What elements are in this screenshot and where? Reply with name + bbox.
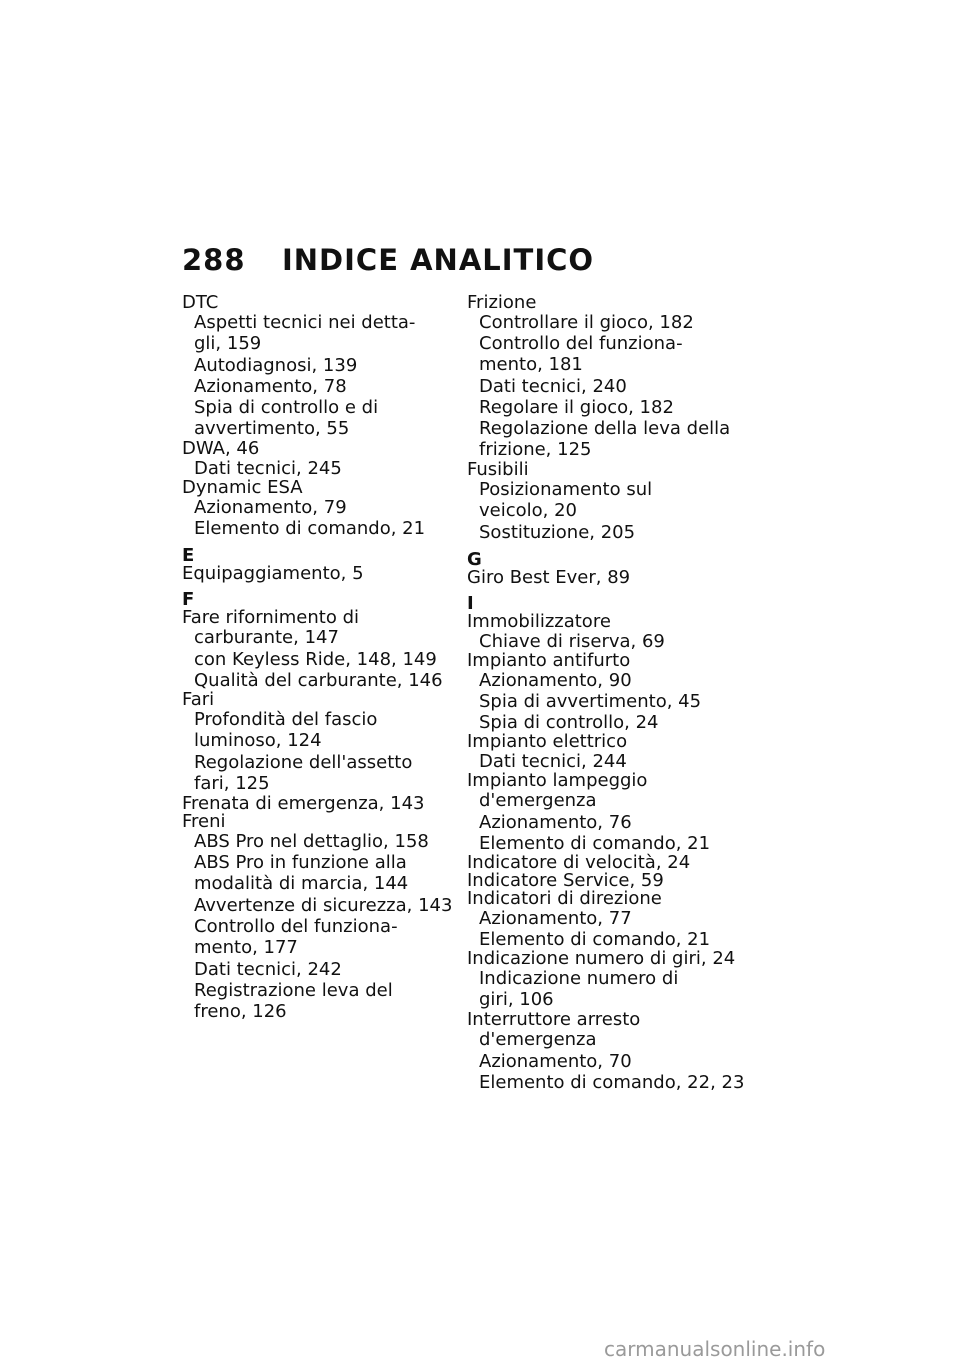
page-header: [182, 243, 594, 277]
index-section-letter: F: [182, 589, 195, 610]
index-subentry: Dati tecnici, 242: [194, 959, 342, 980]
index-section-letter: I: [467, 593, 474, 614]
index-subentry: Spia di avvertimento, 45: [479, 691, 702, 712]
index-entry: Fari: [182, 689, 215, 710]
index-subentry: Controllo del funziona-: [479, 333, 683, 354]
index-subentry: Azionamento, 77: [479, 908, 632, 929]
index-subentry: Elemento di comando, 21: [194, 518, 426, 539]
watermark: carmanualsonline.info: [604, 1337, 826, 1361]
index-entry: Fusibili: [467, 459, 529, 480]
index-column-right: [467, 292, 745, 1093]
index-entry: Indicatore di velocità, 24: [467, 852, 691, 873]
index-subentry: Registrazione leva del: [194, 980, 393, 1001]
index-subentry: avvertimento, 55: [194, 418, 350, 439]
index-subentry: d'emergenza: [479, 790, 597, 811]
index-subentry: Indicazione numero di: [479, 968, 679, 989]
index-entry: Indicatore Service, 59: [467, 870, 664, 891]
index-subentry: d'emergenza: [479, 1029, 597, 1050]
index-entry: DTC: [182, 292, 219, 313]
index-entry: Impianto antifurto: [467, 650, 631, 671]
index-subentry: Sostituzione, 205: [479, 522, 636, 543]
index-entry: Fare rifornimento di: [182, 607, 360, 628]
index-entry: DWA, 46: [182, 438, 260, 459]
index-subentry: luminoso, 124: [194, 730, 322, 751]
index-subentry: Azionamento, 78: [194, 376, 347, 397]
index-subentry: modalità di marcia, 144: [194, 873, 409, 894]
page-number: 288: [182, 243, 246, 277]
index-subentry: Dati tecnici, 244: [479, 751, 627, 772]
index-entry: Frenata di emergenza, 143: [182, 793, 425, 814]
index-entry: Equipaggiamento, 5: [182, 563, 364, 584]
index-subentry: Regolare il gioco, 182: [479, 397, 674, 418]
index-subentry: Azionamento, 90: [479, 670, 632, 691]
index-subentry: carburante, 147: [194, 627, 339, 648]
index-subentry: Posizionamento sul: [479, 479, 653, 500]
index-subentry: Qualità del carburante, 146: [194, 670, 443, 691]
index-subentry: Azionamento, 70: [479, 1051, 632, 1072]
index-entry: Indicazione numero di giri, 24: [467, 948, 736, 969]
index-subentry: Avvertenze di sicurezza, 143: [194, 895, 453, 916]
index-subentry: ABS Pro nel dettaglio, 158: [194, 831, 429, 852]
index-subentry: mento, 177: [194, 937, 298, 958]
index-subentry: Regolazione della leva della: [479, 418, 731, 439]
index-section-letter: E: [182, 545, 195, 566]
index-entry: Dynamic ESA: [182, 477, 303, 498]
index-subentry: Spia di controllo e di: [194, 397, 379, 418]
index-subentry: Regolazione dell'assetto: [194, 752, 413, 773]
page-title: INDICE ANALITICO: [282, 243, 595, 277]
index-entry: Interruttore arresto: [467, 1009, 641, 1030]
index-subentry: gli, 159: [194, 333, 262, 354]
index-subentry: Controllare il gioco, 182: [479, 312, 694, 333]
index-entry: Giro Best Ever, 89: [467, 567, 631, 588]
index-subentry: frizione, 125: [479, 439, 592, 460]
index-subentry: freno, 126: [194, 1001, 287, 1022]
index-entry: Indicatori di direzione: [467, 888, 662, 909]
index-subentry: Autodiagnosi, 139: [194, 355, 358, 376]
index-subentry: fari, 125: [194, 773, 270, 794]
index-subentry: giri, 106: [479, 989, 554, 1010]
index-subentry: con Keyless Ride, 148, 149: [194, 649, 437, 670]
index-subentry: Azionamento, 76: [479, 812, 632, 833]
index-section-letter: G: [467, 549, 482, 570]
index-subentry: mento, 181: [479, 354, 583, 375]
index-entry: Freni: [182, 811, 226, 832]
index-subentry: Chiave di riserva, 69: [479, 631, 665, 652]
index-subentry: Controllo del funziona-: [194, 916, 398, 937]
index-entry: Frizione: [467, 292, 537, 313]
index-subentry: veicolo, 20: [479, 500, 577, 521]
index-subentry: Elemento di comando, 22, 23: [479, 1072, 745, 1093]
index-entry: Impianto elettrico: [467, 731, 628, 752]
index-subentry: Elemento di comando, 21: [479, 833, 711, 854]
index-subentry: Profondità del fascio: [194, 709, 378, 730]
index-column-left: [182, 294, 452, 1023]
index-subentry: ABS Pro in funzione alla: [194, 852, 407, 873]
index-entry: Impianto lampeggio: [467, 770, 648, 791]
index-subentry: Dati tecnici, 240: [479, 376, 627, 397]
index-entry: Immobilizzatore: [467, 611, 611, 632]
index-subentry: Elemento di comando, 21: [479, 929, 711, 950]
index-subentry: Spia di controllo, 24: [479, 712, 659, 733]
index-subentry: Aspetti tecnici nei detta-: [194, 312, 416, 333]
index-subentry: Azionamento, 79: [194, 497, 347, 518]
index-subentry: Dati tecnici, 245: [194, 458, 342, 479]
